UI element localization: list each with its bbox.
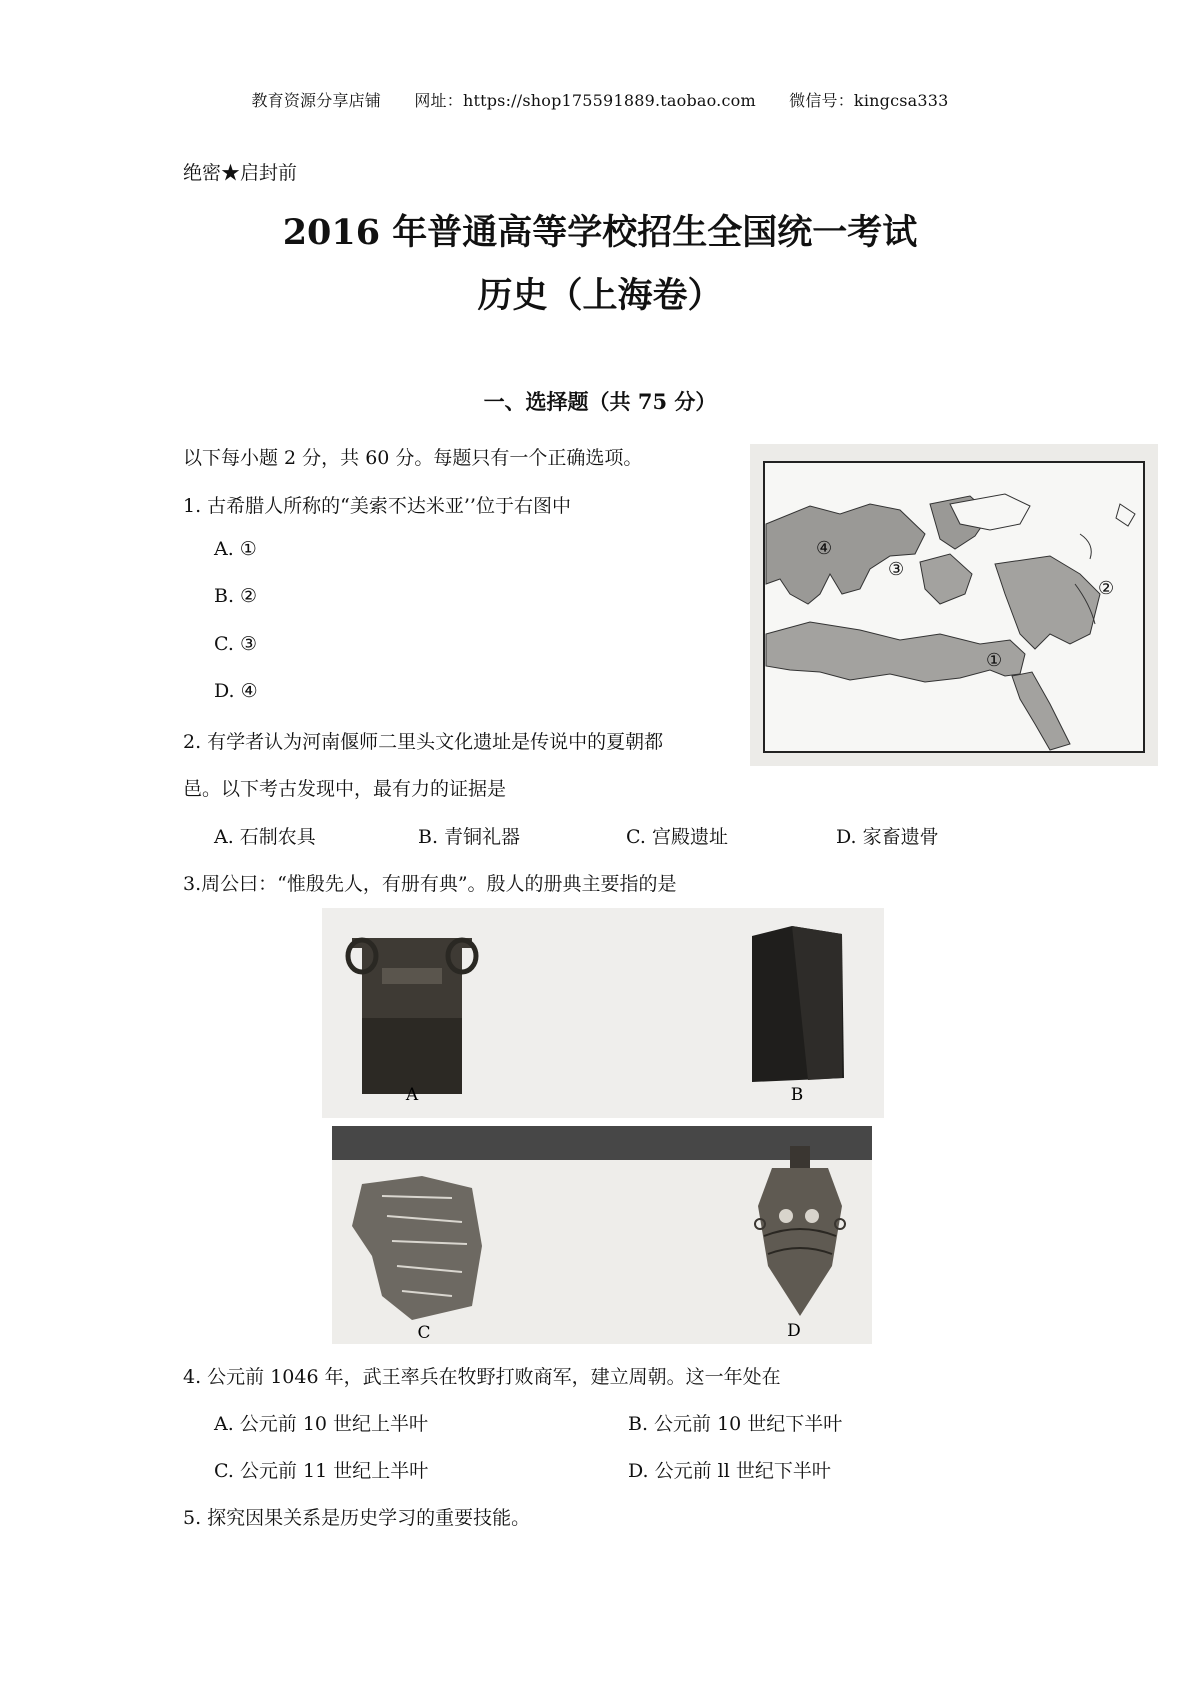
question-2-option-d: D. 家畜遗骨 [836,826,939,848]
map-marker-2: ② [1098,578,1115,599]
label-c: C [417,1323,431,1343]
question-4-option-c: C. 公元前 11 世纪上半叶 [214,1460,429,1482]
question-1-option-d: D. ④ [214,680,258,702]
header-wechat: 微信号：kingcsa333 [789,91,949,110]
question-5-stem: 5. 探究因果关系是历史学习的重要技能。 [183,1507,531,1529]
label-d: D [787,1321,801,1341]
map-marker-3: ③ [888,559,905,580]
question-1-option-b: B. ② [214,585,258,607]
question-3-image-top [322,908,884,1118]
exam-title: 2016 年普通高等学校招生全国统一考试 [282,212,918,253]
page-header [0,88,1200,111]
bronze-vessel-image [348,938,476,1094]
question-1-option-c: C. ③ [214,633,257,655]
question-2-option-c: C. 宫殿遗址 [626,826,728,848]
question-2-option-a: A. 石制农具 [214,826,316,848]
question-2-stem-line1: 2. 有学者认为河南偃师二里头文化遗址是传说中的夏朝都 [183,731,664,753]
section-heading: 一、选择题（共 75 分） [483,389,717,414]
mediterranean-map [750,444,1158,766]
map-marker-1: ① [986,650,1003,671]
question-1-option-a: A. ① [214,538,257,560]
question-4-option-b: B. 公元前 10 世纪下半叶 [628,1413,843,1435]
label-a: A [405,1085,419,1105]
header-shop: 教育资源分享店铺 [251,91,382,110]
instructions: 以下每小题 2 分，共 60 分。每题只有一个正确选项。 [183,447,643,469]
secret-label: 绝密★启封前 [183,162,298,184]
stone-slab-image [752,926,844,1082]
question-3-image-bottom [332,1126,872,1344]
question-2-stem-line2: 邑。以下考古发现中，最有力的证据是 [183,778,507,800]
label-b: B [790,1085,804,1105]
question-1-stem: 1. 古希腊人所称的“美索不达米亚’’位于右图中 [183,495,571,517]
question-3-stem: 3.周公曰：“惟殷先人，有册有典”。殷人的册典主要指的是 [183,873,677,895]
question-4-option-a: A. 公元前 10 世纪上半叶 [214,1413,429,1435]
exam-subtitle: 历史（上海卷） [477,275,723,316]
question-4-option-d: D. 公元前 ll 世纪下半叶 [628,1460,831,1482]
map-marker-4: ④ [816,538,833,559]
question-2-option-b: B. 青铜礼器 [418,826,521,848]
header-url: 网址：https://shop175591889.taobao.com [414,91,756,110]
question-4-stem: 4. 公元前 1046 年，武王率兵在牧野打败商军，建立周朝。这一年处在 [183,1366,781,1388]
